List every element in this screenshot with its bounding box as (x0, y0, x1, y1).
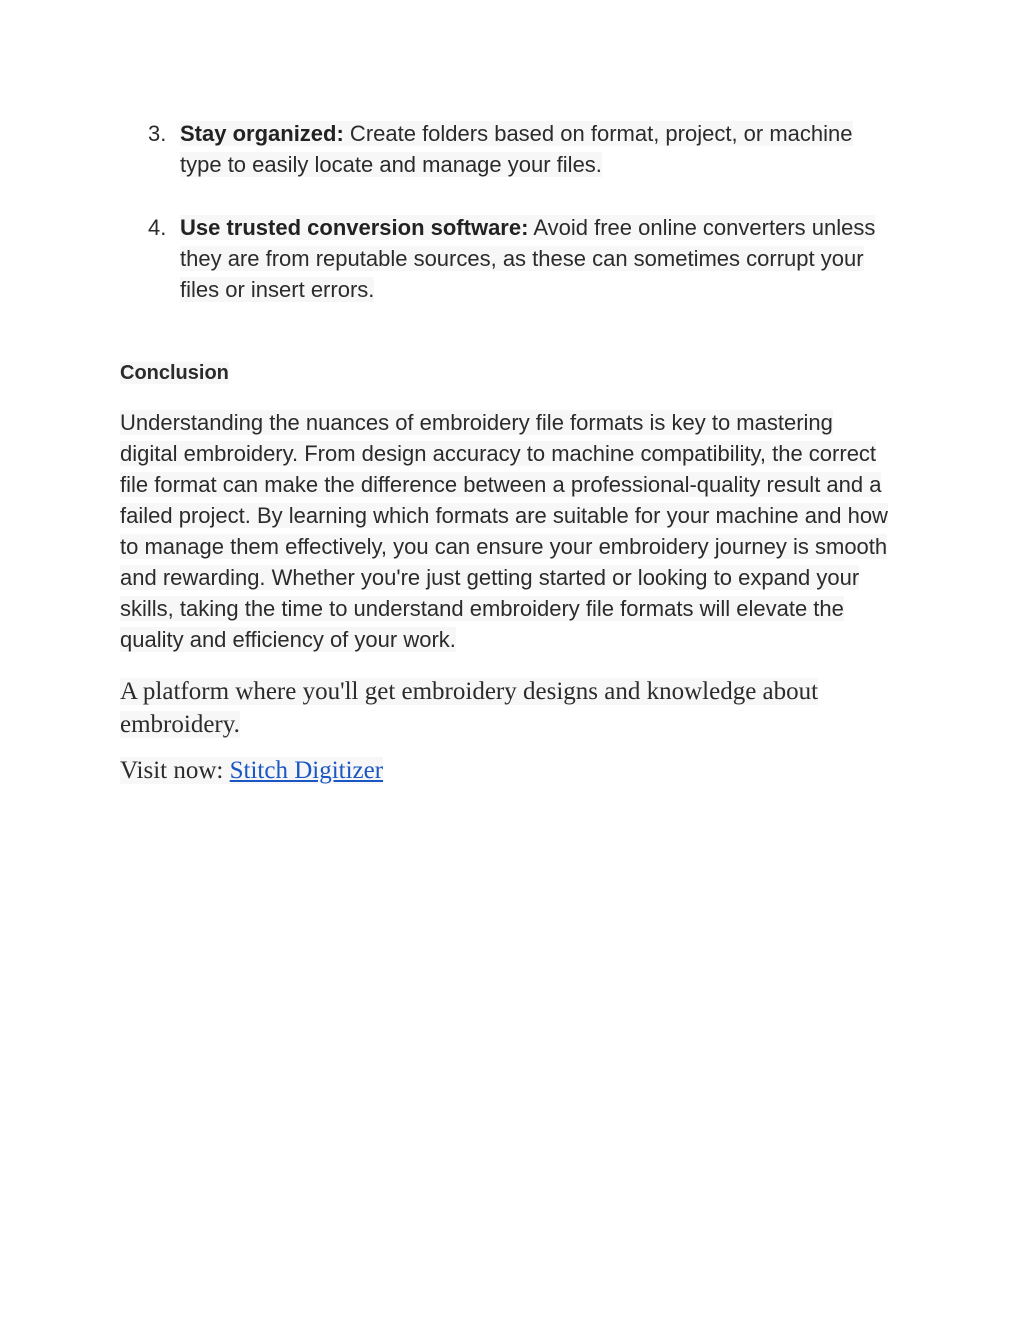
conclusion-paragraph: Understanding the nuances of embroidery file formats is key to mastering digital embroidery. From design accuracy to machine compatibility, the correct file format can make the difference between a professional-quality result and a failed project. By learning which formats are suitable for your machine and how to manage them effectively, you can ensure your embroidery journey is smooth and rewarding. Whether you're just getting started or looking to expand your skills, taking the time to understand embroidery file formats will elevate the quality and efficiency of your work. (120, 410, 888, 652)
list-item-title: Use trusted conversion software: (180, 215, 529, 240)
list-item-title: Stay organized: (180, 121, 344, 146)
list-item-number: 4. (148, 215, 167, 240)
list-item-text: Create folders based on format, project, or machine type to easily locate and manage your files. (180, 121, 853, 177)
visit-label: Visit now: (120, 757, 230, 784)
visit-line (120, 754, 383, 787)
list-item-text: Avoid free online converters unless they are from reputable sources, as these can sometimes corrupt your files or insert errors. (180, 215, 876, 302)
list-item-number: 3. (148, 121, 167, 146)
promo-text: A platform where you'll get embroidery designs and knowledge about embroidery. (120, 678, 819, 738)
list-item-body (180, 118, 900, 180)
stitch-digitizer-link[interactable]: Stitch Digitizer (229, 757, 384, 784)
list-item-body (180, 212, 900, 305)
conclusion-heading: Conclusion (120, 362, 229, 384)
